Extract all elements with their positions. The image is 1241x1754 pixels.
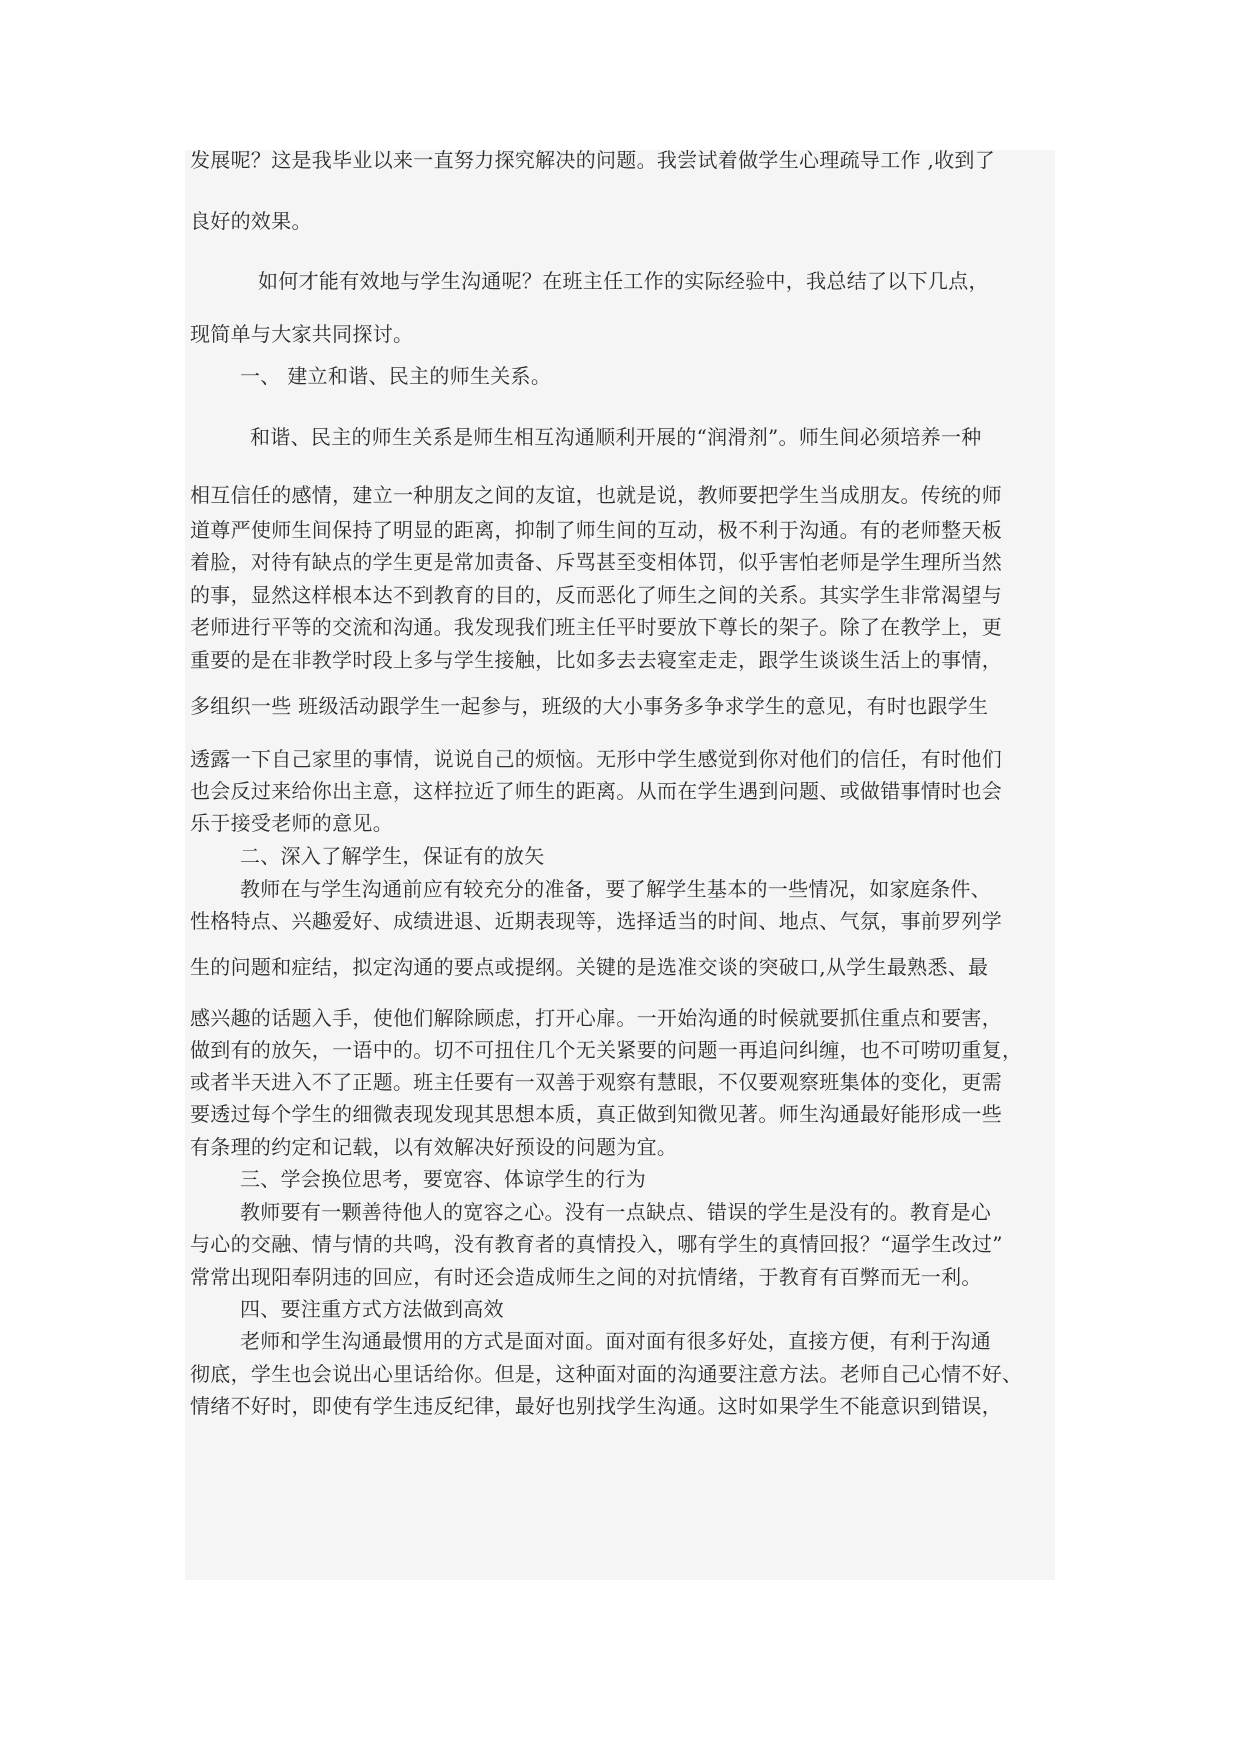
text-line: 如何才能有效地与学生沟通呢？在班主任工作的实际经验中，我总结了以下几点， [258,269,989,293]
text-line: 生的问题和症结，拟定沟通的要点或提纲。关键的是选准交谈的突破口,从学生最熟悉、最 [190,955,989,979]
section-heading: 三、学会换位思考，要宽容、体谅学生的行为 [240,1167,646,1191]
text-line: 或者半天进入不了正题。班主任要有一双善于观察有慧眼，不仅要观察班集体的变化，更需 [190,1070,1002,1094]
text-line: 现简单与大家共同探讨。 [190,322,414,346]
text-line: 相互信任的感情，建立一种朋友之间的友谊，也就是说，教师要把学生当成朋友。传统的师 [190,483,1002,507]
text-line: 老师进行平等的交流和沟通。我发现我们班主任平时要放下尊长的架子。除了在教学上，更 [190,615,1002,639]
section-heading: 二、深入了解学生，保证有的放矢 [240,844,545,868]
text-line: 透露一下自己家里的事情，说说自己的烦恼。无形中学生感觉到你对他们的信任，有时他们 [190,747,1002,771]
text-line: 也会反过来给你出主意，这样拉近了师生的距离。从而在学生遇到问题、或做错事情时也会 [190,779,1002,803]
text-line: 与心的交融、情与情的共鸣，没有教育者的真情投入，哪有学生的真情回报？“逼学生改过” [190,1232,1003,1256]
text-line: 重要的是在非教学时段上多与学生接触，比如多去去寝室走走，跟学生谈谈生活上的事情， [190,648,1002,672]
text-line: 常常出现阳奉阴违的回应，有时还会造成师生之间的对抗情绪，于教育有百弊而无一利。 [190,1265,982,1289]
text-line: 着脸，对待有缺点的学生更是常加责备、斥骂甚至变相体罚，似乎害怕老师是学生理所当然 [190,550,1002,574]
text-line: 乐于接受老师的意见。 [190,811,393,835]
text-line: 和谐、民主的师生关系是师生相互沟通顺利开展的“润滑剂”。师生间必须培养一种 [250,425,982,449]
text-line: 的事，显然这样根本达不到教育的目的，反而恶化了师生之间的关系。其实学生非常渴望与 [190,583,1002,607]
text-line: 性格特点、兴趣爱好、成绩进退、近期表现等，选择适当的时间、地点、气氛，事前罗列学 [190,909,1002,933]
text-line: 做到有的放矢，一语中的。切不可扭住几个无关紧要的问题一再追问纠缠，也不可唠叨重复， [190,1038,1023,1062]
section-heading: 四、要注重方式方法做到高效 [240,1297,504,1321]
text-line: 感兴趣的话题入手，使他们解除顾虑，打开心扉。一开始沟通的时候就要抓住重点和要害， [190,1006,1002,1030]
section-heading: 一、 建立和谐、民主的师生关系。 [240,364,552,388]
text-line: 要透过每个学生的细微表现发现其思想本质，真正做到知微见著。师生沟通最好能形成一些 [190,1102,1002,1126]
text-line: 有条理的约定和记载，以有效解决好预设的问题为宜。 [190,1135,678,1159]
text-line: 发展呢？这是我毕业以来一直努力探究解决的问题。我尝试着做学生心理疏导工作 ,收到了 [190,148,996,172]
text-line: 多组织一些 班级活动跟学生一起参与，班级的大小事务多争求学生的意见，有时也跟学生 [190,694,989,718]
text-line: 道尊严使师生间保持了明显的距离，抑制了师生间的互动，极不利于沟通。有的老师整天板 [190,518,1002,542]
text-line: 老师和学生沟通最惯用的方式是面对面。面对面有很多好处，直接方便，有利于沟通 [240,1329,992,1353]
text-line: 良好的效果。 [190,209,312,233]
text-line: 彻底，学生也会说出心里话给你。但是，这种面对面的沟通要注意方法。老师自己心情不好、 [190,1362,1023,1386]
text-line: 教师在与学生沟通前应有较充分的准备，要了解学生基本的一些情况，如家庭条件、 [240,877,992,901]
text-line: 教师要有一颗善待他人的宽容之心。没有一点缺点、错误的学生是没有的。教育是心 [240,1200,992,1224]
text-line: 情绪不好时，即使有学生违反纪律，最好也别找学生沟通。这时如果学生不能意识到错误， [190,1394,1002,1418]
